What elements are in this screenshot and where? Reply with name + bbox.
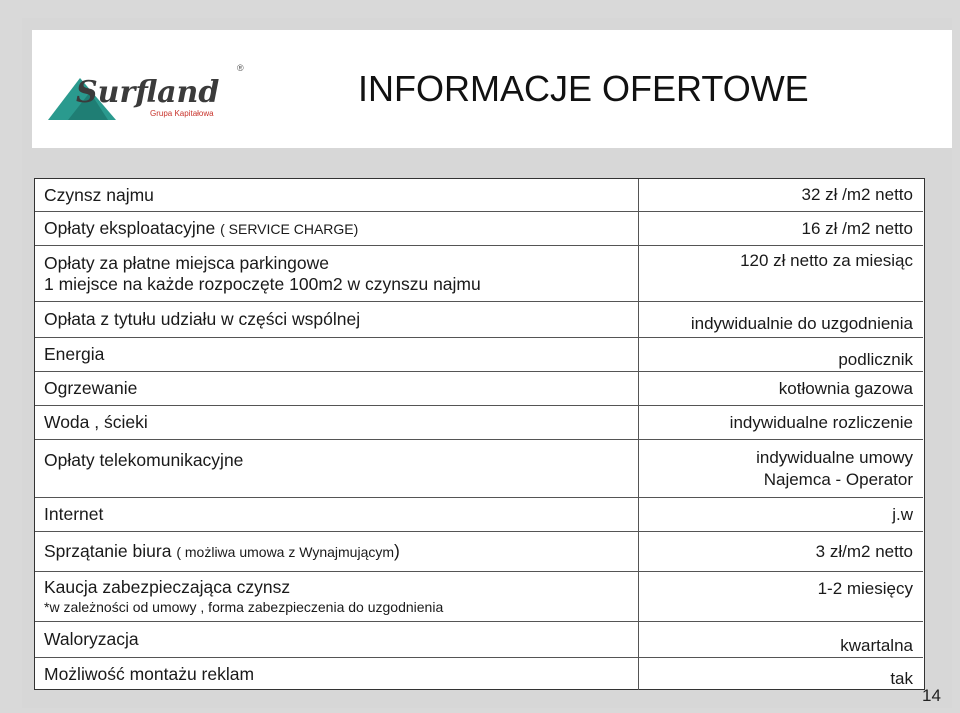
row-value: indywidualne umowy Najemca - Operator [756,447,913,489]
row-value: 120 zł netto za miesiąc [740,251,913,270]
row-label: Możliwość montażu reklam [35,658,639,690]
offer-table [34,178,925,690]
row-label: Energia [35,338,639,371]
row-label: Waloryzacja [35,622,639,657]
table-row [35,439,923,497]
page-number: 14 [922,686,941,705]
table-row [35,531,923,571]
row-label: Sprzątanie biura ( możliwa umowa z Wynajmującym) [35,532,639,571]
surfland-logo [46,56,266,126]
row-value: 32 zł /m2 netto [801,185,913,204]
table-row [35,405,923,439]
row-value: tak [890,669,913,688]
row-value: indywidualne rozliczenie [729,412,913,432]
row-value: kotłownia gazowa [778,378,913,398]
row-value: indywidualnie do uzgodnienia [690,314,913,333]
table-row [35,245,923,301]
table-row [35,371,923,405]
logo-subtitle: Grupa Kapitałowa [150,109,214,118]
row-label: Kaucja zabezpieczająca czynsz *w zależności od umowy , forma zabezpieczenia do uzgodnienia [35,572,639,621]
table-row [35,621,923,657]
row-value: 1-2 miesięcy [817,579,913,598]
row-value: podlicznik [838,350,913,369]
row-value: j.w [892,504,913,524]
header [32,30,952,148]
logo-registered: ® [237,63,244,73]
row-label: Czynsz najmu [35,179,639,211]
logo-wordmark: Surfland [76,75,220,110]
table-row [35,301,923,337]
row-label: Woda , ścieki [35,406,639,439]
table-row [35,337,923,371]
row-label: Opłata z tytułu udziału w części wspólnej [35,302,639,337]
row-label: Ogrzewanie [35,372,639,405]
row-value: kwartalna [840,636,913,655]
row-value: 16 zł /m2 netto [801,218,913,238]
table-row [35,497,923,531]
page-title: INFORMACJE OFERTOWE [358,68,809,109]
table-row [35,571,923,621]
row-label: Opłaty telekomunikacyjne [35,440,639,497]
table-row [35,179,923,211]
row-label: Opłaty za płatne miejsca parkingowe 1 miejsce na każde rozpoczęte 100m2 w czynszu najmu [35,246,639,301]
table-row [35,211,923,245]
table-row [35,657,923,690]
row-value: 3 zł/m2 netto [815,541,913,561]
row-label: Opłaty eksploatacyjne ( SERVICE CHARGE) [35,212,639,245]
row-label: Internet [35,498,639,531]
